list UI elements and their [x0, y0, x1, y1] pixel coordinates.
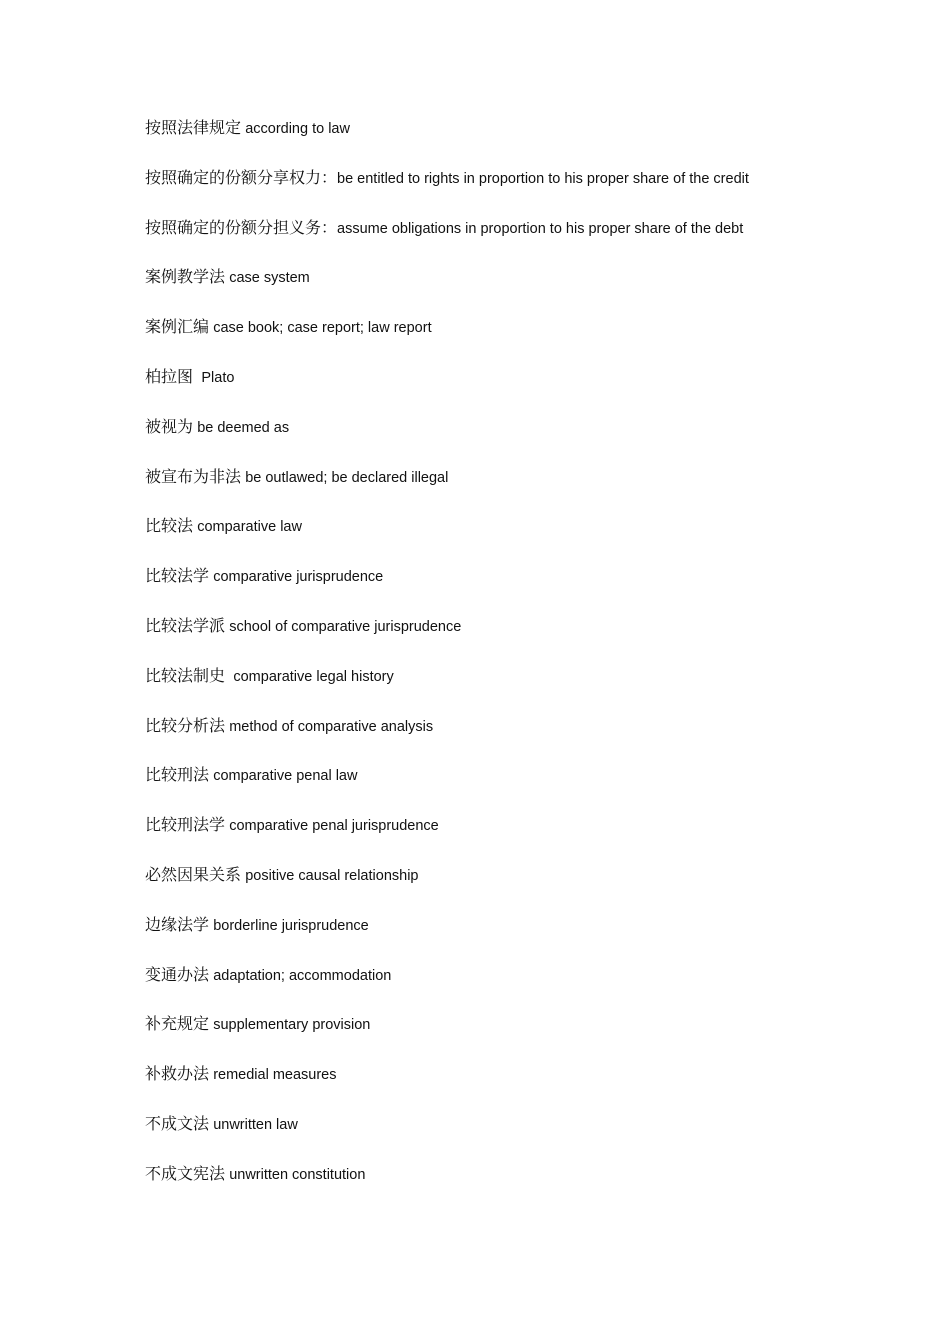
chinese-term: 不成文法: [145, 1113, 210, 1133]
glossary-entry: [145, 863, 865, 913]
chinese-term: 补充规定: [145, 1014, 210, 1034]
chinese-term: 补救办法: [145, 1064, 210, 1084]
english-translation: comparative jurisprudence: [213, 569, 384, 586]
english-translation: method of comparative analysis: [229, 718, 434, 735]
glossary-entry: [145, 963, 865, 1013]
glossary-entry: [145, 813, 865, 863]
glossary-entry: [145, 1012, 865, 1062]
chinese-term: 案例汇编: [145, 317, 210, 337]
chinese-term: 比较法学: [145, 566, 210, 586]
english-translation: case system: [229, 270, 310, 287]
chinese-term: 案例教学法: [145, 267, 226, 287]
english-translation: remedial measures: [213, 1067, 337, 1084]
glossary-entry: [145, 465, 865, 515]
glossary-entry: [145, 664, 865, 714]
glossary-entry: [145, 265, 865, 315]
english-translation: assume obligations in proportion to his proper share of the debt: [337, 220, 744, 237]
glossary-entry: [145, 564, 865, 614]
chinese-term: 比较刑法学: [145, 815, 226, 835]
chinese-term: 按照确定的份额分担义务：: [145, 217, 338, 237]
chinese-term: 比较法制史: [145, 665, 226, 685]
chinese-term: 被视为: [145, 416, 194, 436]
english-translation: Plato: [201, 369, 235, 386]
chinese-term: 被宣布为非法: [145, 466, 242, 486]
chinese-term: 按照确定的份额分享权力：: [145, 167, 338, 187]
glossary-entry: [145, 365, 865, 415]
english-translation: unwritten law: [213, 1116, 298, 1133]
chinese-term: 比较分析法: [145, 715, 226, 735]
glossary-entry: [145, 1162, 865, 1212]
glossary-entry: [145, 913, 865, 963]
chinese-term: 必然因果关系: [145, 864, 242, 884]
chinese-term: 柏拉图: [145, 366, 194, 386]
glossary-list: [145, 116, 865, 1212]
glossary-entry: [145, 614, 865, 664]
english-translation: case book; case report; law report: [213, 320, 432, 337]
chinese-term: 比较刑法: [145, 765, 210, 785]
glossary-entry: [145, 166, 865, 216]
chinese-term: 变通办法: [145, 964, 210, 984]
english-translation: supplementary provision: [213, 1017, 371, 1034]
english-translation: comparative penal law: [213, 768, 358, 785]
english-translation: adaptation; accommodation: [213, 967, 392, 984]
chinese-term: 不成文宪法: [145, 1163, 226, 1183]
english-translation: be deemed as: [197, 419, 290, 436]
glossary-entry: [145, 514, 865, 564]
glossary-entry: [145, 763, 865, 813]
glossary-entry: [145, 315, 865, 365]
glossary-entry: [145, 116, 865, 166]
english-translation: borderline jurisprudence: [213, 917, 369, 934]
glossary-entry: [145, 714, 865, 764]
english-translation: comparative law: [197, 519, 302, 536]
chinese-term: 边缘法学: [145, 914, 210, 934]
glossary-entry: [145, 415, 865, 465]
english-translation: school of comparative jurisprudence: [229, 618, 462, 635]
glossary-entry: [145, 216, 865, 266]
glossary-entry: [145, 1062, 865, 1112]
english-translation: be outlawed; be declared illegal: [245, 469, 449, 486]
chinese-term: 比较法学派: [145, 615, 226, 635]
english-translation: according to law: [245, 121, 350, 137]
glossary-entry: [145, 1112, 865, 1162]
english-translation: comparative legal history: [233, 668, 394, 685]
english-translation: be entitled to rights in proportion to his proper share of the credit: [337, 170, 749, 187]
english-translation: unwritten constitution: [229, 1166, 366, 1183]
english-translation: comparative penal jurisprudence: [229, 818, 439, 835]
chinese-term: 比较法: [145, 516, 194, 536]
english-translation: positive causal relationship: [245, 867, 419, 884]
chinese-term: 按照法律规定: [145, 118, 242, 137]
